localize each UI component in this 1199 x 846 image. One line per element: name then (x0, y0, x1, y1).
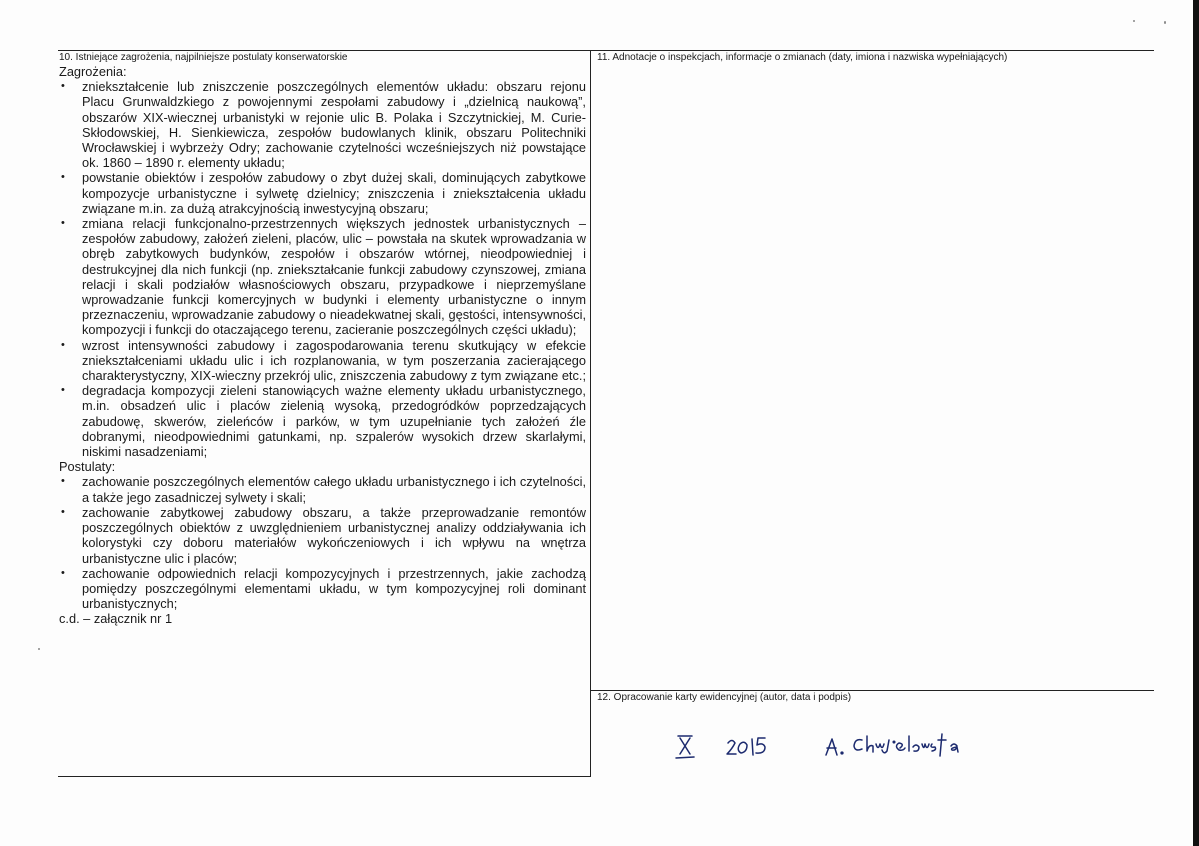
threats-list (59, 79, 586, 459)
list-item: • zachowanie poszczególnych elementów całego układu urbanistycznego i ich czytelności, a także jego zasadniczej sylwety i skali; (82, 474, 586, 504)
list-item: • zachowanie zabytkowej zabudowy obszaru, a także przeprowadzanie remontów poszczególnych obiektów z uwzględnieniem urbanistycznej analizy oddziaływania ich kolorystyki czy doboru materiałów wykończeniowych i ich wpływu na wnętrza urbanistyczne ulic i placów; (82, 505, 586, 566)
continuation-note: c.d. – załącznik nr 1 (59, 611, 173, 627)
list-item: • wzrost intensywności zabudowy i zagospodarowania terenu skutkujący w efekcie zniekształceniami układu ulic i ich rozplanowania, w tym poszerzania zacierającego charakterystyczny, XIX-wieczny przekrój ulic, zniszczenia zabudowy z tym związane etc.; (82, 338, 586, 384)
list-item: • zmiana relacji funkcjonalno-przestrzennych większych jednostek urbanistycznych – zespołów zabudowy, założeń zieleni, placów, ulic – powstała na skutek wprowadzania w obręb zabytkowych budynków, zespołów i obszarów wtórnej, nieodpowiedniej i destrukcyjnej dla nich funkcji (np. zniekształcanie funkcji zabudowy czynszowej, zmiana relacji i skali podziałów własnościowych obszaru, przypadkowe i nieprzemyślane wprowadzanie funkcji komercyjnych w budynki i elementy urbanistyczne o innym przeznaczeniu, wprowadzanie zabudowy o nieadekwatnej skali, gęstości, intensywności, kompozycji i funkcji do otaczającego terenu, zacieranie poszczególnych części układu); (82, 216, 586, 338)
list-item: • powstanie obiektów i zespołów zabudowy o zbyt dużej skali, dominujących zabytkowe kompozycje urbanistyczne i sylwetę dzielnicy; zniszczenia i zniekształcenia układu związane m.in. za dużą atrakcyjnością inwestycyjną obszaru; (82, 170, 586, 216)
scan-edge (1193, 0, 1199, 846)
scan-speck (1133, 20, 1135, 22)
handwritten-signature (670, 726, 1000, 766)
top-rule (58, 50, 1154, 51)
list-item: • degradacja kompozycji zieleni stanowiących ważne elementy układu urbanistycznego, m.in. obsadzeń ulic i placów zielenią wysoką, przedogródków poprzedzających zabudowę, skwerów, zieleńców i parków, w tym uzupełnianie tych założeń źle dobranymi, nieodpowiednimi gatunkami, np. szpalerów wysokich drzew skarlałymi, niskimi nasadzeniami; (82, 383, 586, 459)
scan-speck (38, 648, 40, 650)
section12-heading: 12. Opracowanie karty ewidencyjnej (autor, data i podpis) (597, 692, 852, 703)
left-bottom-rule (58, 776, 590, 777)
section10-heading: 10. Istniejące zagrożenia, najpilniejsze postulaty konserwatorskie (59, 52, 348, 63)
section11-heading: 11. Adnotacje o inspekcjach, informacje o zmianach (daty, imiona i nazwiska wypełniających) (597, 52, 1008, 63)
section12-rule (590, 690, 1154, 691)
list-item: • zachowanie odpowiednich relacji kompozycyjnych i przestrzennych, jakie zachodzą pomiędzy poszczególnymi elementami układu, w tym kompozycyjnej roli dominant urbanistycznych; (82, 566, 586, 612)
scan-speck (1164, 21, 1166, 24)
postulates-title: Postulaty: (59, 459, 116, 475)
threats-title: Zagrożenia: (59, 64, 127, 79)
list-item: • zniekształcenie lub zniszczenie poszczególnych elementów układu: obszaru rejonu Placu Grunwaldzkiego z powojennymi zespołami zabudowy i „dzielnicą naukową”, obszarów XIX-wiecznej urbanistyki w rejonie ulic B. Polaka i Szczytnickiej, M. Curie-Skłodowskiej, H. Sienkiewicza, zespołów budowlanych klinik, obszaru Politechniki Wrocławskiej i wybrzeży Odry; zachowanie czytelności wcześniejszych niż powstające ok. 1860 – 1890 r. elementy układu; (82, 79, 586, 170)
postulates-list (59, 474, 586, 611)
section10-column (59, 52, 586, 627)
column-divider (590, 50, 591, 777)
